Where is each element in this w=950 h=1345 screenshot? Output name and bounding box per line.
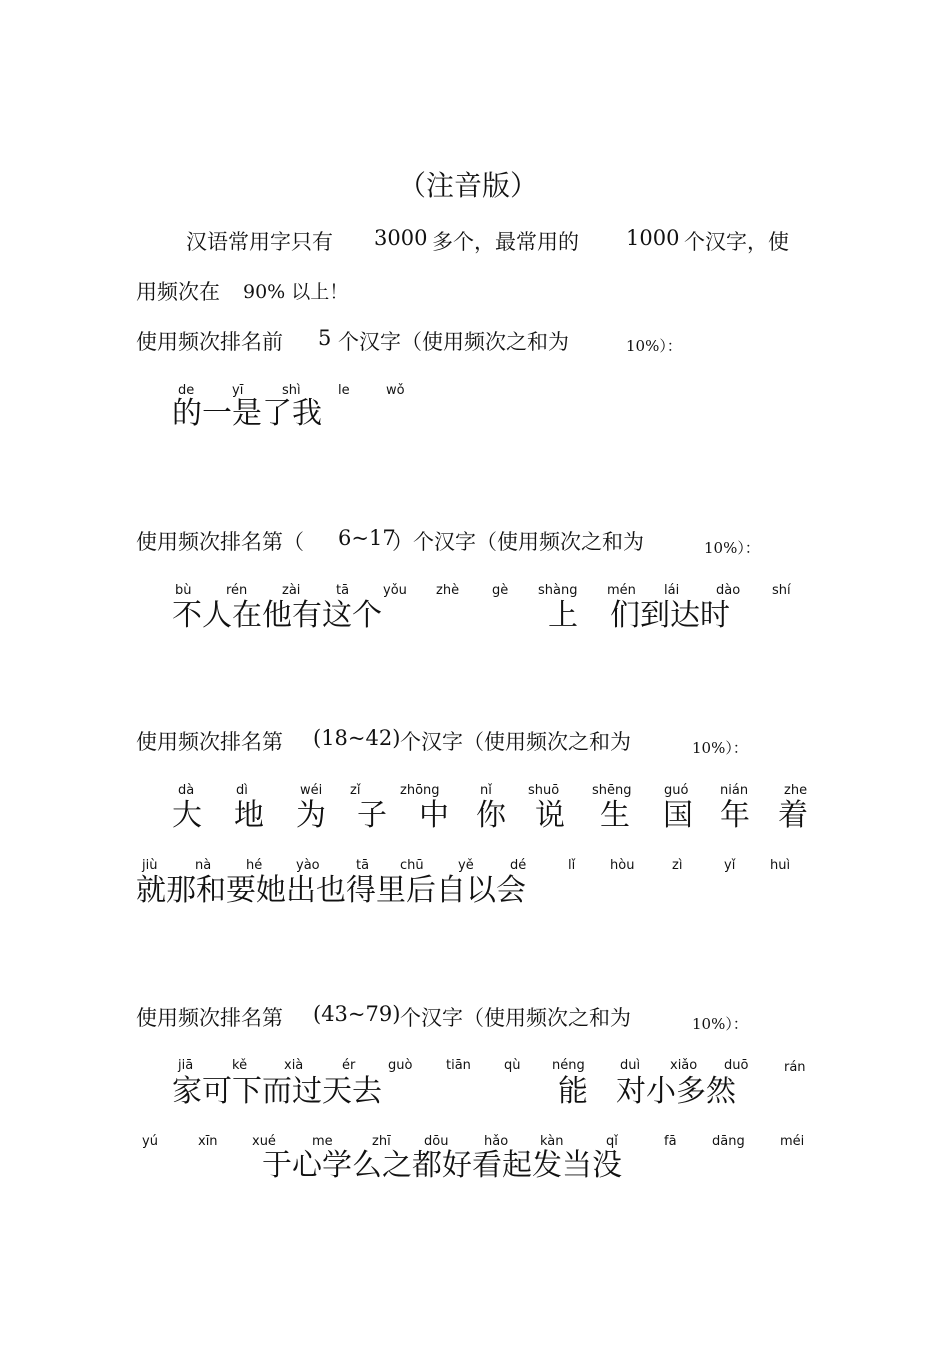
pinyin: wǒ <box>386 383 405 398</box>
intro-line1-text-c: 个汉字，使 <box>684 230 789 254</box>
character: 国 <box>663 798 693 833</box>
character: 为 <box>296 798 326 833</box>
intro-line1-number-1000: 1000 <box>626 226 680 250</box>
characters-row: 就那和要她出也得里后自以会 <box>136 873 526 908</box>
pinyin: lái <box>664 583 680 598</box>
pinyin: yú <box>142 1134 158 1149</box>
pinyin: méi <box>780 1134 805 1149</box>
pinyin: nián <box>720 783 749 798</box>
pinyin: mén <box>607 583 636 598</box>
pinyin: tiān <box>446 1058 471 1073</box>
section3-heading-b: 个汉字（使用频次之和为 <box>400 730 631 754</box>
pinyin: hé <box>246 858 263 873</box>
pinyin: chū <box>400 858 424 873</box>
pinyin: qù <box>504 1058 521 1073</box>
section4-heading-pct: 10%）： <box>692 1015 748 1033</box>
intro-line1-text-b: 多个，最常用的 <box>432 230 579 254</box>
characters-row-a: 家可下而过天去 <box>172 1074 382 1109</box>
section4-heading-b: 个汉字（使用频次之和为 <box>400 1006 631 1030</box>
character: 地 <box>234 798 264 833</box>
pinyin: jiù <box>142 858 158 873</box>
pinyin: de <box>178 383 195 398</box>
pinyin: jiā <box>178 1058 194 1073</box>
page-title: （注音版） <box>398 169 539 202</box>
pinyin: zài <box>282 583 301 598</box>
pinyin: tā <box>356 858 370 873</box>
pinyin: le <box>338 383 350 398</box>
section1-heading-range: 5 <box>318 326 332 350</box>
characters-row: 于心学么之都好看起发当没 <box>262 1148 622 1183</box>
pinyin: rán <box>784 1060 806 1075</box>
pinyin: zì <box>672 858 683 873</box>
characters-row-c: 们到达时 <box>610 598 730 633</box>
section2-heading-a: 使用频次排名第（ <box>136 530 304 554</box>
character: 生 <box>600 798 630 833</box>
character: 说 <box>535 798 565 833</box>
pinyin: dì <box>236 783 248 798</box>
pinyin: shí <box>772 583 791 598</box>
pinyin: gè <box>492 583 509 598</box>
section3-heading-range: (18~42) <box>313 726 401 750</box>
character: 中 <box>419 798 449 833</box>
section4-heading-a: 使用频次排名第 <box>136 1006 283 1030</box>
pinyin: hòu <box>610 858 635 873</box>
pinyin: zhe <box>784 783 808 798</box>
pinyin: me <box>312 1134 333 1149</box>
pinyin: yě <box>458 858 474 873</box>
pinyin: shēng <box>592 783 632 798</box>
characters-row-b: 能 <box>558 1074 588 1109</box>
pinyin: shì <box>282 383 301 398</box>
pinyin: nà <box>195 858 212 873</box>
pinyin: xué <box>252 1134 276 1149</box>
character: 年 <box>720 798 750 833</box>
pinyin: xià <box>284 1058 304 1073</box>
character: 你 <box>476 798 506 833</box>
pinyin: yī <box>232 383 244 398</box>
pinyin: ér <box>342 1058 356 1073</box>
character: 子 <box>357 798 387 833</box>
characters-row-b: 上 <box>548 598 578 633</box>
character: 大 <box>172 798 202 833</box>
pinyin: rén <box>226 583 248 598</box>
pinyin: zhī <box>372 1134 391 1149</box>
section3-heading-a: 使用频次排名第 <box>136 730 283 754</box>
pinyin: duō <box>724 1058 749 1073</box>
intro-line1-text-a: 汉语常用字只有 <box>186 230 333 254</box>
pinyin: kàn <box>540 1134 564 1149</box>
intro-line1-number-3000: 3000 <box>374 226 428 250</box>
section2-heading-range: 6~17 <box>338 526 396 550</box>
pinyin: lǐ <box>568 858 576 873</box>
characters-row-a: 不人在他有这个 <box>172 598 382 633</box>
pinyin: fā <box>664 1134 677 1149</box>
pinyin: xiǎo <box>670 1058 698 1073</box>
pinyin: dé <box>510 858 527 873</box>
pinyin: dào <box>716 583 741 598</box>
section2-heading-b: ）个汉字（使用频次之和为 <box>392 530 644 554</box>
pinyin: xīn <box>198 1134 218 1149</box>
pinyin: bù <box>175 583 192 598</box>
character: 着 <box>778 798 808 833</box>
pinyin: shuō <box>528 783 560 798</box>
characters-row: 的一是了我 <box>172 396 322 431</box>
intro-line2-text-b: 90% 以上！ <box>243 281 349 303</box>
pinyin: dà <box>178 783 195 798</box>
pinyin: duì <box>620 1058 641 1073</box>
pinyin: qǐ <box>606 1134 618 1149</box>
characters-row-c: 对小多然 <box>616 1074 736 1109</box>
section1-heading-a: 使用频次排名前 <box>136 330 283 354</box>
pinyin: wéi <box>300 783 323 798</box>
section3-heading-pct: 10%）： <box>692 739 748 757</box>
pinyin: yào <box>296 858 320 873</box>
pinyin: dōu <box>424 1134 449 1149</box>
section1-heading-pct: 10%）： <box>626 337 682 355</box>
intro-line2-text-a: 用频次在 <box>136 280 220 304</box>
section2-heading-pct: 10%）： <box>704 539 760 557</box>
pinyin: huì <box>770 858 791 873</box>
pinyin: néng <box>552 1058 585 1073</box>
pinyin: zhè <box>436 583 460 598</box>
pinyin: zǐ <box>350 783 361 798</box>
section1-heading-b: 个汉字（使用频次之和为 <box>338 330 569 354</box>
pinyin: nǐ <box>480 783 492 798</box>
pinyin: dāng <box>712 1134 745 1149</box>
pinyin: guó <box>664 783 689 798</box>
pinyin: kě <box>232 1058 248 1073</box>
pinyin: tā <box>336 583 350 598</box>
pinyin: yǐ <box>724 858 736 873</box>
pinyin: shàng <box>538 583 578 598</box>
pinyin: guò <box>388 1058 413 1073</box>
section4-heading-range: (43~79) <box>313 1002 401 1026</box>
pinyin: hǎo <box>484 1134 509 1149</box>
pinyin: yǒu <box>383 583 407 598</box>
pinyin: zhōng <box>400 783 440 798</box>
